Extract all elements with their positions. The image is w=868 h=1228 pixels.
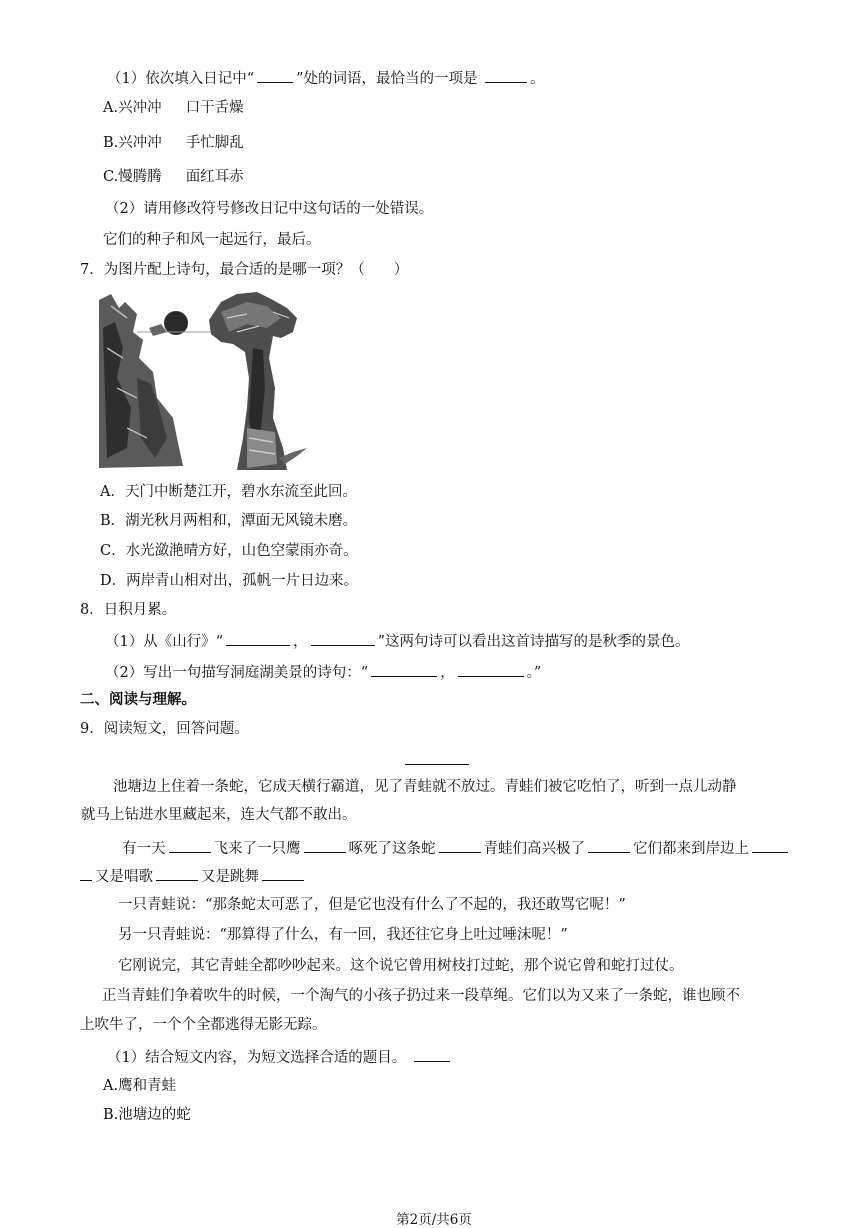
q9-option-b[interactable]: B.池塘边的蛇 [103,1107,191,1123]
punctuation-blank[interactable] [262,866,304,881]
answer-blank[interactable] [371,662,437,677]
q6-option-a[interactable]: A.兴冲冲 口干舌燥 [103,100,244,116]
passage-line: 上吹牛了，一个个全都逃得无影无踪。 [80,1017,327,1033]
q6-option-b[interactable]: B.兴冲冲 手忙脚乱 [103,135,244,151]
answer-blank[interactable] [257,68,293,83]
q7-option-a[interactable]: A．天门中断楚江开，碧水东流至此回。 [100,484,357,500]
answer-blank[interactable] [226,631,290,646]
section-heading: 二、阅读与理解。 [80,691,196,708]
q9-question: 9．阅读短文，回答问题。 [80,721,249,737]
answer-blank[interactable] [485,68,527,83]
landscape-painting-image [97,288,322,470]
punctuation-blank[interactable] [752,838,788,853]
q7-question: 7．为图片配上诗句，最合适的是哪一项？（ ） [80,262,409,278]
punctuation-blank[interactable] [588,838,630,853]
passage-line: 它刚说完，其它青蛙全都吵吵起来。这个说它曾用树枝打过蛇，那个说它曾和蛇打过仗。 [118,958,684,974]
punctuation-blank[interactable] [439,838,481,853]
answer-blank[interactable] [311,631,375,646]
title-blank[interactable] [405,764,469,765]
passage-line: 正当青蛙们争着吹牛的时候，一个淘气的小孩子扔过来一段草绳。它们以为又来了一条蛇，谁也顾不 [102,988,740,1004]
q7-option-c[interactable]: C．水光潋滟晴方好，山色空蒙雨亦奇。 [100,543,358,559]
punctuation-blank[interactable] [304,838,346,853]
q8-question: 8．日积月累。 [80,602,177,618]
page-footer: 第2页/共6页 [396,1212,472,1228]
q6-part2: （2）请用修改符号修改日记中这句话的一处错误。 [105,201,434,217]
passage-line: 池塘边上住着一条蛇，它成天横行霸道，见了青蛙就不放过。青蛙们被它吃怕了，听到一点儿动静 [113,779,737,795]
answer-blank[interactable] [458,662,524,677]
q9-part1: （1）结合短文内容，为短文选择合适的题目。 [107,1047,453,1067]
punctuation-blank[interactable] [156,866,198,881]
q7-option-d[interactable]: D．两岸青山相对出，孤帆一片日边来。 [100,573,359,589]
passage-line: 就马上钻进水里藏起来，连大气都不敢出。 [81,807,357,823]
q6-part1: （1）依次填入日记中“ ”处的词语，最恰当的一项是 。 [107,68,545,88]
passage-line: 一只青蛙说：“那条蛇太可恶了，但是它也没有什么了不起的，我还敢骂它呢！” [118,897,626,913]
punctuation-blank[interactable] [80,866,92,881]
passage-punctuation-line: 有一天 飞来了一只鹰 啄死了这条蛇 青蛙们高兴极了 它们都来到岸边上 [122,838,791,858]
q7-option-b[interactable]: B．湖光秋月两相和，潭面无风镜未磨。 [100,513,358,529]
q9-option-a[interactable]: A.鹰和青蛙 [103,1078,177,1094]
q6-option-c[interactable]: C.慢腾腾 面红耳赤 [103,169,244,185]
passage-line: 另一只青蛙说：“那算得了什么，有一回，我还往它身上吐过唾沫呢！” [118,927,568,943]
answer-blank[interactable] [414,1047,450,1062]
q8-part2: （2）写出一句描写洞庭湖美景的诗句：“ ， 。” [105,662,541,682]
q6-sentence: 它们的种子和风一起远行，最后。 [103,232,321,248]
punctuation-blank[interactable] [169,838,211,853]
passage-punctuation-line: 又是唱歌 又是跳舞 [80,866,307,886]
q8-part1: （1）从《山行》“ ， ”这两句诗可以看出这首诗描写的是秋季的景色。 [105,631,690,651]
